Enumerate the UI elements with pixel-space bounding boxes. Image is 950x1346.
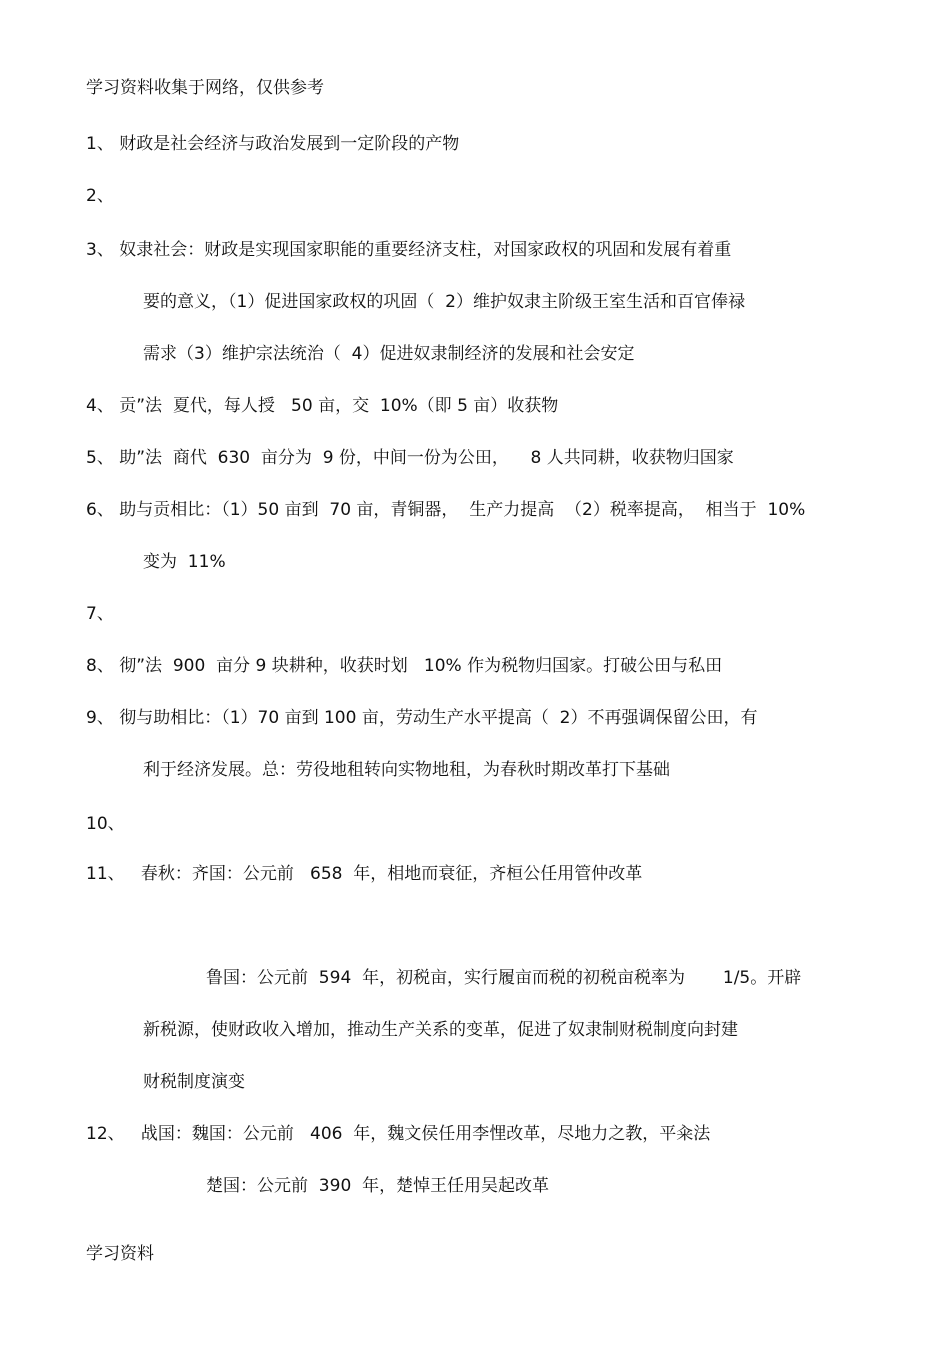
item-8: 8、 彻”法 900 亩分 9 块耕种，收获时划 10% 作为税物归国家。打破公田与私田 bbox=[86, 656, 723, 676]
item-5: 5、 助”法 商代 630 亩分为 9 份，中间一份为公田， 8 人共同耕，收获物归国家 bbox=[86, 448, 734, 468]
item-7: 7、 bbox=[86, 604, 114, 624]
item-4: 4、 贡”法 夏代，每人授 50 亩，交 10%（即 5 亩）收获物 bbox=[86, 396, 559, 416]
item-3-cont-1: 要的意义，（1）促进国家政权的巩固（ 2）维护奴隶主阶级王室生活和百官俸禄 bbox=[143, 292, 745, 312]
page-footer: 学习资料 bbox=[86, 1244, 154, 1264]
item-10: 10、 bbox=[86, 814, 125, 834]
page-header: 学习资料收集于网络，仅供参考 bbox=[86, 78, 324, 98]
item-11-lu: 鲁国：公元前 594 年，初税亩，实行履亩而税的初税亩税率为 1/5。开辟 bbox=[206, 968, 802, 988]
item-12-chu: 楚国：公元前 390 年，楚悼王任用吴起改革 bbox=[206, 1176, 550, 1196]
item-3-cont-2: 需求（3）维护宗法统治（ 4）促进奴隶制经济的发展和社会安定 bbox=[143, 344, 635, 364]
item-12: 12、 战国：魏国：公元前 406 年，魏文侯任用李悝改革，尽地力之教，平籴法 bbox=[86, 1124, 711, 1144]
item-6-cont: 变为 11% bbox=[143, 552, 226, 572]
item-2: 2、 bbox=[86, 186, 114, 206]
item-9-cont: 利于经济发展。总：劳役地租转向实物地租，为春秋时期改革打下基础 bbox=[143, 760, 670, 780]
item-9: 9、 彻与助相比：（1）70 亩到 100 亩，劳动生产水平提高（ 2）不再强调保留公田，有 bbox=[86, 708, 758, 728]
item-3: 3、 奴隶社会：财政是实现国家职能的重要经济支柱，对国家政权的巩固和发展有着重 bbox=[86, 240, 732, 260]
item-11: 11、 春秋：齐国：公元前 658 年，相地而衰征，齐桓公任用管仲改革 bbox=[86, 864, 643, 884]
item-11-cont-1: 新税源，使财政收入增加，推动生产关系的变革，促进了奴隶制财税制度向封建 bbox=[143, 1020, 738, 1040]
item-6: 6、 助与贡相比：（1）50 亩到 70 亩，青铜器， 生产力提高 （2）税率提高， 相当于 10% bbox=[86, 500, 806, 520]
item-1: 1、 财政是社会经济与政治发展到一定阶段的产物 bbox=[86, 134, 460, 154]
item-11-cont-2: 财税制度演变 bbox=[143, 1072, 245, 1092]
